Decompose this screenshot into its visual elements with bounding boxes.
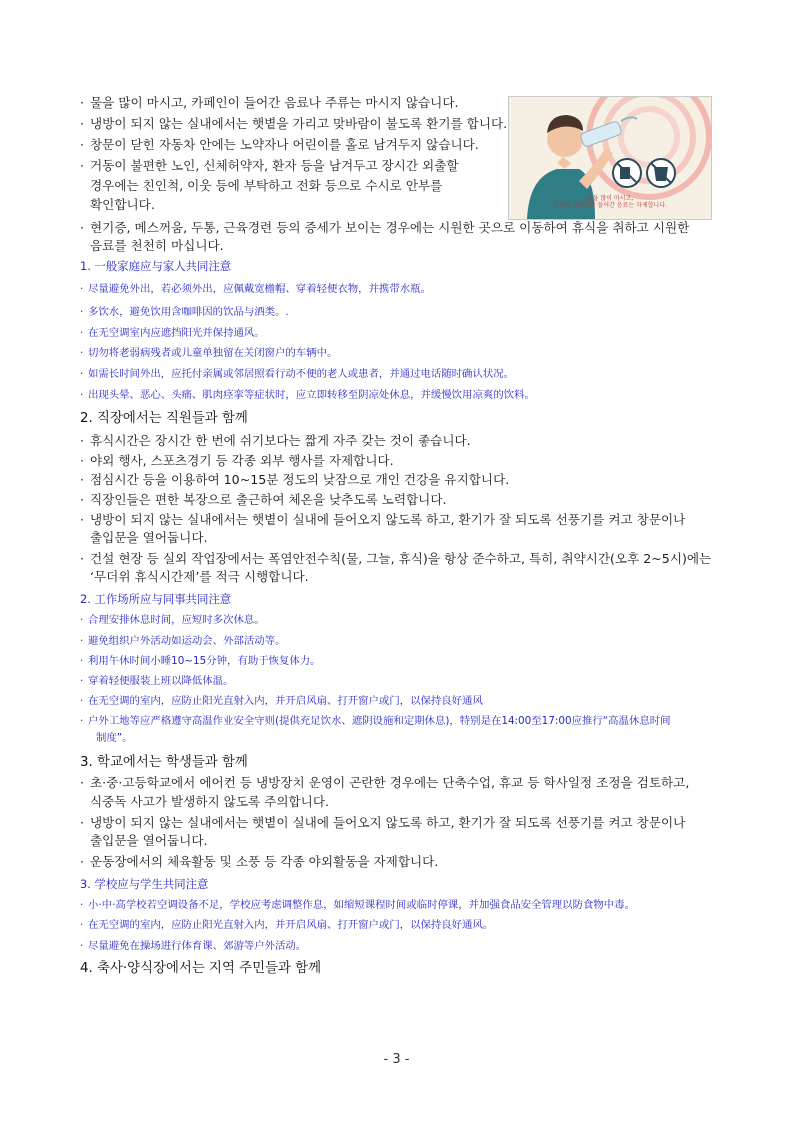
section-2-ko-line-5: · 냉방이 되지 않는 실내에서는 햇볕이 실내에 들어오지 않도록 하고, 환기가 잘 되도록 선풍기를 켜고 창문이나 bbox=[80, 510, 685, 529]
section-2-ko-line-5-cont: 출입문을 열어둡니다. bbox=[90, 530, 208, 545]
intro-bullet-1: · 물을 많이 마시고, 카페인이 들어간 음료나 주류는 마시지 않습니다. bbox=[80, 93, 459, 112]
section-3-ko-line-1-cont: 식중독 사고가 발생하지 않도록 주의합니다. bbox=[90, 794, 329, 809]
intro-bullet-4-cont-2: 확인합니다. bbox=[90, 197, 155, 212]
illustration-caption bbox=[509, 195, 711, 209]
illustration-caption-line-1: 물을 많이 마시고, bbox=[586, 195, 634, 202]
page-number: - 3 - bbox=[383, 1052, 410, 1067]
illustration-caption-line-2: 주류와 카페인이 들어간 음료는 자제합니다. bbox=[553, 202, 667, 209]
section-1-cn-heading: 1. 一般家庭应与家人共同注意 bbox=[80, 259, 232, 273]
section-3-ko-line-3: · 운동장에서의 체육활동 및 소풍 등 각종 야외활동을 자제합니다. bbox=[80, 852, 438, 871]
section-2-cn-line-2: · 避免组织户外活动如运动会、外部活动等。 bbox=[80, 633, 285, 649]
section-2-cn-line-1: · 合理安排休息时间，应短时多次休息。 bbox=[80, 612, 265, 628]
section-3-cn-line-3: · 尽量避免在操场进行体育课、郊游等户外活动。 bbox=[80, 938, 306, 954]
section-2-cn-line-5: · 在无空调的室内，应防止阳光直射入内，并开启风扇、打开窗户或门，以保持良好通风 bbox=[80, 693, 483, 709]
section-1-cn-item-6: · 出现头晕、恶心、头痛、肌肉痉挛等症状时，应立即转移至阴凉处休息，并缓慢饮用凉爽的饮料。 bbox=[80, 387, 535, 403]
intro-bullet-5: · 현기증, 메스꺼움, 두통, 근육경련 등의 증세가 보이는 경우에는 시원한 곳으로 이동하여 휴식을 취하고 시원한 bbox=[80, 218, 689, 237]
section-3-cn-line-2: · 在无空调的室内，应防止阳光直射入内，并开启风扇、打开窗户或门，以保持良好通风。 bbox=[80, 917, 493, 933]
section-2-cn-line-4: · 穿着轻便服装上班以降低体温。 bbox=[80, 673, 233, 689]
section-2-cn-line-3: · 利用午休时间小睡10~15分钟，有助于恢复体力。 bbox=[80, 653, 321, 669]
section-3-ko-line-2: · 냉방이 되지 않는 실내에서는 햇볕이 실내에 들어오지 않도록 하고, 환기가 잘 되도록 선풍기를 켜고 창문이나 bbox=[80, 813, 685, 832]
section-2-ko-line-4: · 직장인들은 편한 복장으로 출근하여 체온을 낮추도록 노력합니다. bbox=[80, 490, 447, 509]
section-1-cn-item-4: · 切勿将老弱病残者或儿童单独留在关闭窗户的车辆中。 bbox=[80, 345, 337, 361]
section-3-cn-line-1: · 小·中·高学校若空调设备不足，学校应考虑调整作息，如缩短课程时间或临时停课，并加强食品安全管理以防食物中毒。 bbox=[80, 897, 635, 913]
section-2-ko-line-1: · 휴식시간은 장시간 한 번에 쉬기보다는 짧게 자주 갖는 것이 좋습니다. bbox=[80, 431, 471, 450]
section-4-ko-heading: 4. 축사·양식장에서는 지역 주민들과 함께 bbox=[80, 961, 322, 976]
section-3-ko-line-2-cont: 출입문을 열어둡니다. bbox=[90, 833, 208, 848]
intro-bullet-4: · 거동이 불편한 노인, 신체허약자, 환자 등을 남겨두고 장시간 외출할 bbox=[80, 156, 459, 175]
section-2-ko-line-6: · 건설 현장 등 실외 작업장에서는 폭염안전수칙(물, 그늘, 휴식)을 항상 준수하고, 특히, 취약시간(오후 2~5시)에는 bbox=[80, 549, 711, 568]
section-2-cn-line-6-cont: 制度”。 bbox=[96, 732, 133, 744]
section-1-cn-item-3: · 在无空调室内应遮挡阳光并保持通风。 bbox=[80, 325, 265, 341]
section-2-ko-line-2: · 야외 행사, 스포츠경기 등 각종 외부 행사를 자제합니다. bbox=[80, 451, 394, 470]
intro-bullet-2: · 냉방이 되지 않는 실내에서는 햇볕을 가리고 맞바람이 불도록 환기를 합니다. bbox=[80, 114, 507, 133]
section-2-cn-heading: 2. 工作场所应与同事共同注意 bbox=[80, 592, 232, 606]
drinking-water-illustration bbox=[508, 96, 712, 220]
section-2-ko-line-6-cont: ‘무더위 휴식시간제’를 적극 시행합니다. bbox=[90, 569, 309, 584]
section-1-cn-item-2: · 多饮水，避免饮用含咖啡因的饮品与酒类。. bbox=[80, 304, 289, 320]
intro-bullet-4-cont-1: 경우에는 친인척, 이웃 등에 부탁하고 전화 등으로 수시로 안부를 bbox=[90, 178, 443, 193]
section-2-ko-heading: 2. 직장에서는 직원들과 함께 bbox=[80, 411, 248, 426]
section-3-ko-heading: 3. 학교에서는 학생들과 함께 bbox=[80, 755, 248, 770]
section-2-cn-line-6: · 户外工地等应严格遵守高温作业安全守则(提供充足饮水、遮阴设施和定期休息)，特别是在14:00至17:00应推行“高温休息时间 bbox=[80, 713, 671, 729]
section-3-cn-heading: 3. 学校应与学生共同注意 bbox=[80, 877, 209, 891]
section-1-cn-item-1: · 尽量避免外出，若必须外出，应佩戴宽檐帽、穿着轻便衣物，并携带水瓶。 bbox=[80, 281, 431, 297]
intro-bullet-5-cont: 음료를 천천히 마십니다. bbox=[90, 238, 224, 253]
section-3-ko-line-1: · 초·중·고등학교에서 에어컨 등 냉방장치 운영이 곤란한 경우에는 단축수업, 휴교 등 학사일정 조정을 검토하고, bbox=[80, 773, 689, 792]
intro-bullet-3: · 창문이 닫힌 자동차 안에는 노약자나 어린이를 홀로 남겨두지 않습니다. bbox=[80, 135, 479, 154]
section-1-cn-item-5: · 如需长时间外出，应托付亲属或邻居照看行动不便的老人或患者，并通过电话随时确认状况。 bbox=[80, 366, 514, 382]
section-2-ko-line-3: · 점심시간 등을 이용하여 10~15분 정도의 낮잠으로 개인 건강을 유지합니다. bbox=[80, 470, 509, 489]
